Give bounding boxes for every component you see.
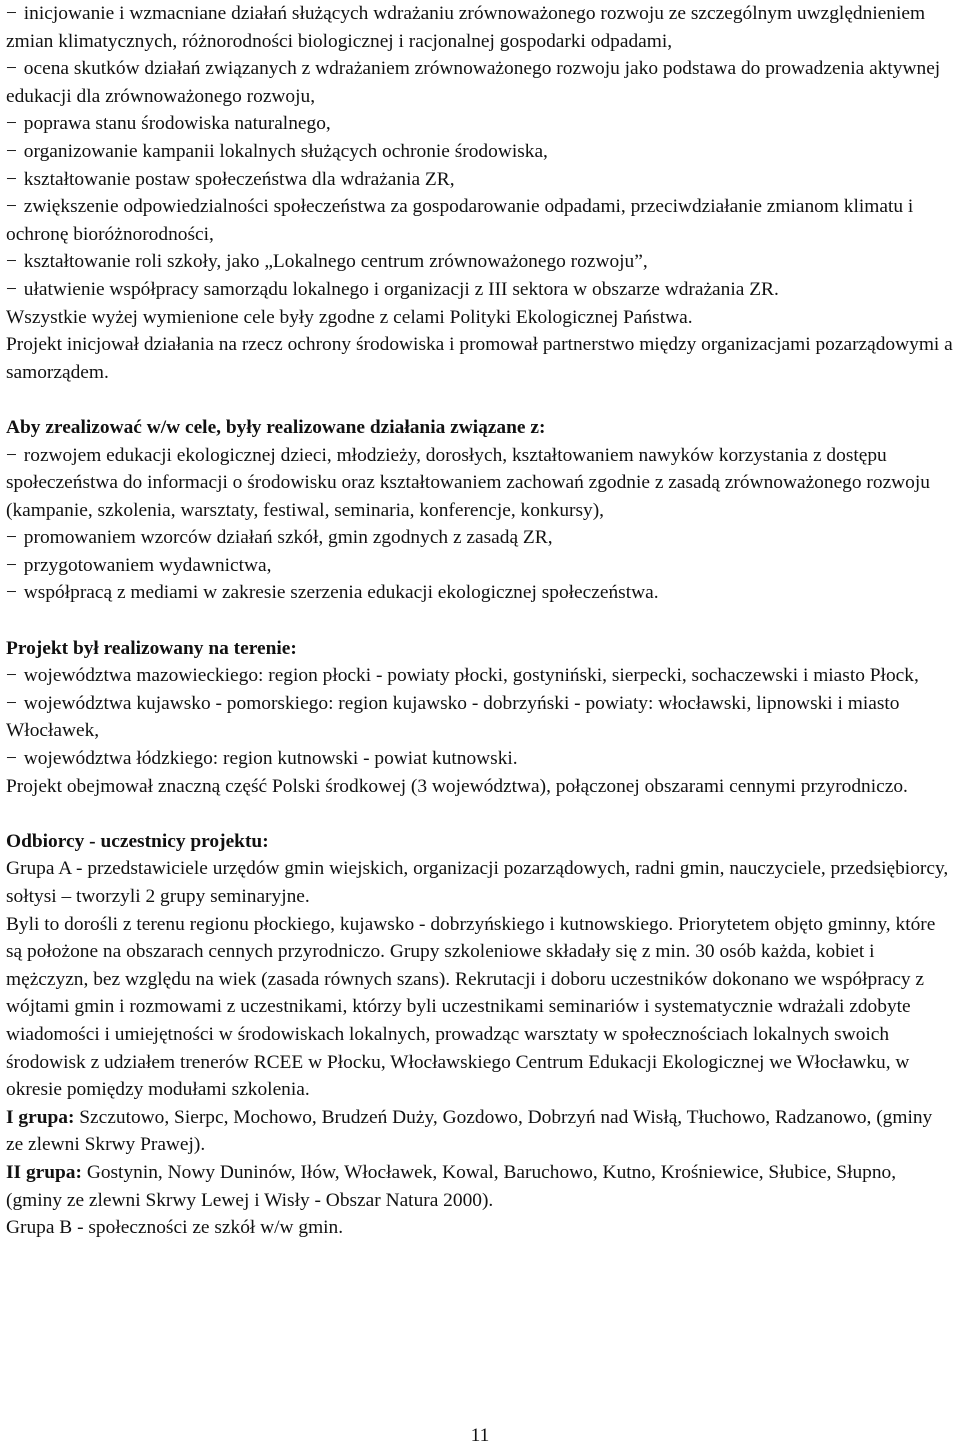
spacer [6,607,954,635]
spacer [6,800,954,828]
list-item: − przygotowaniem wydawnictwa, [6,554,272,576]
list-item: − województwa mazowieckiego: region płocki - powiaty płocki, gostyniński, sierpecki, sochaczewski i miasto Płock, [6,665,919,687]
dash-bullet: − [6,582,17,604]
list-item: − promowaniem wzorców działań szkół, gmin zgodnych z zasadą ZR, [6,527,553,549]
paragraph: II grupa: Gostynin, Nowy Duninów, Iłów, Włocławek, Kowal, Baruchowo, Kutno, Krośniewice, Słubice, Słupno, (gminy ze zlewni Skrwy Lewej i Wisły - Obszar Natura 2000). [6,1161,897,1211]
list-item: − ułatwienie współpracy samorządu lokalnego i organizacji z III sektora w obszarze wdrażania ZR. [6,278,779,300]
dash-bullet: − [6,251,17,273]
list-item: − organizowanie kampanii lokalnych służących ochronie środowiska, [6,140,548,162]
dash-bullet: − [6,168,17,190]
section-heading: Projekt był realizowany na terenie: [6,637,297,659]
list-item: − województwa kujawsko - pomorskiego: region kujawsko - dobrzyński - powiaty: włocławski, lipnowski i miasto Włocławek, [6,692,900,742]
dash-bullet: − [6,554,17,576]
list-item: − kształtowanie roli szkoły, jako „Lokalnego centrum zrównoważonego rozwoju”, [6,251,648,273]
dash-bullet: − [6,3,17,24]
dash-bullet: − [6,665,17,687]
paragraph: Projekt inicjował działania na rzecz ochrony środowiska i promował partnerstwo między organizacjami pozarządowymi a samorządem. [6,334,953,383]
list-item: − poprawa stanu środowiska naturalnego, [6,113,331,135]
dash-bullet: − [6,113,17,135]
list-item: − współpracą z mediami w zakresie szerzenia edukacji ekologicznej społeczeństwa. [6,582,659,604]
paragraph: Byli to dorośli z terenu regionu płockiego, kujawsko - dobrzyńskiego i kutnowskiego. Priorytetem objęto gminny, które są położone na obszarach cennych przyrodniczo. Grupy szkoleniowe składały się z min. 30 osób każda, kobiet i mężczyzn, bez względu na wiek (zasada równych szans). Rekrutacji i doboru uczestników dokonano we współpracy z wójtami gmin i rozmowami z uczestnikami, którzy byli uczestnikami seminariów i systematycznie wdrażali zdobyte wiadomości i umiejętności w środowiskach lokalnych, prowadząc warsztaty w społecznościach lokalnych swoich środowisk z udziałem trenerów RCEE w Płocku, Włocławskiego Centrum Edukacji Ekologicznej we Włocławku, w okresie pomiędzy modułami szkolenia. [6,913,936,1101]
paragraph: Projekt obejmował znaczną część Polski środkowej (3 województwa), połączonej obszarami cennymi przyrodniczo. [6,775,908,797]
dash-bullet: − [6,140,17,162]
spacer [6,386,954,414]
paragraph: Grupa A - przedstawiciele urzędów gmin wiejskich, organizacji pozarządowych, radni gmin, nauczyciele, przedsiębiorcy, sołtysi – tworzyli 2 grupy seminaryjne. [6,858,949,907]
dash-bullet: − [6,278,17,300]
dash-bullet: − [6,196,17,218]
section-heading: Aby zrealizować w/w cele, były realizowane działania związane z: [6,416,546,438]
dash-bullet: − [6,58,17,80]
page-number: 11 [470,1425,490,1446]
list-item: − zwiększenie odpowiedzialności społeczeństwa za gospodarowanie odpadami, przeciwdziałanie zmianom klimatu i ochronę bioróżnorodności, [6,196,914,245]
dash-bullet: − [6,444,17,466]
list-item: − ocena skutków działań związanych z wdrażaniem zrównoważonego rozwoju jako podstawa do prowadzenia aktywnej edukacji dla zrównoważonego rozwoju, [6,58,941,107]
document-page [6,0,954,1242]
list-item: − inicjowanie i wzmacniane działań służących wdrażaniu zrównoważonego rozwoju ze szczególnym uwzględnieniem zmian klimatycznych, różnorodności biologicznej i racjonalnej gospodarki odpadami, [6,3,926,52]
dash-bullet: − [6,748,17,770]
paragraph: Grupa B - społeczności ze szkół w/w gmin. [6,1217,344,1239]
dash-bullet: − [6,692,17,714]
section-heading: Odbiorcy - uczestnicy projektu: [6,830,269,852]
list-item: − rozwojem edukacji ekologicznej dzieci, młodzieży, dorosłych, kształtowaniem nawyków korzystania z dostępu społeczeństwa do informacji o środowisku oraz kształtowaniem zachowań zgodnie z zasadą zrównoważonego rozwoju (kampanie, szkolenia, warsztaty, festiwal, seminaria, konferencje, konkursy), [6,444,930,521]
dash-bullet: − [6,527,17,549]
group-label: II grupa: [6,1161,82,1183]
group-label: I grupa: [6,1106,75,1128]
list-item: − kształtowanie postaw społeczeństwa dla wdrażania ZR, [6,168,455,190]
paragraph: Wszystkie wyżej wymienione cele były zgodne z celami Polityki Ekologicznej Państwa. [6,306,693,328]
paragraph: I grupa: Szczutowo, Sierpc, Mochowo, Brudzeń Duży, Gozdowo, Dobrzyń nad Wisłą, Tłuchowo, Radzanowo, (gminy ze zlewni Skrwy Prawej). [6,1106,933,1156]
list-item: − województwa łódzkiego: region kutnowski - powiat kutnowski. [6,748,518,770]
